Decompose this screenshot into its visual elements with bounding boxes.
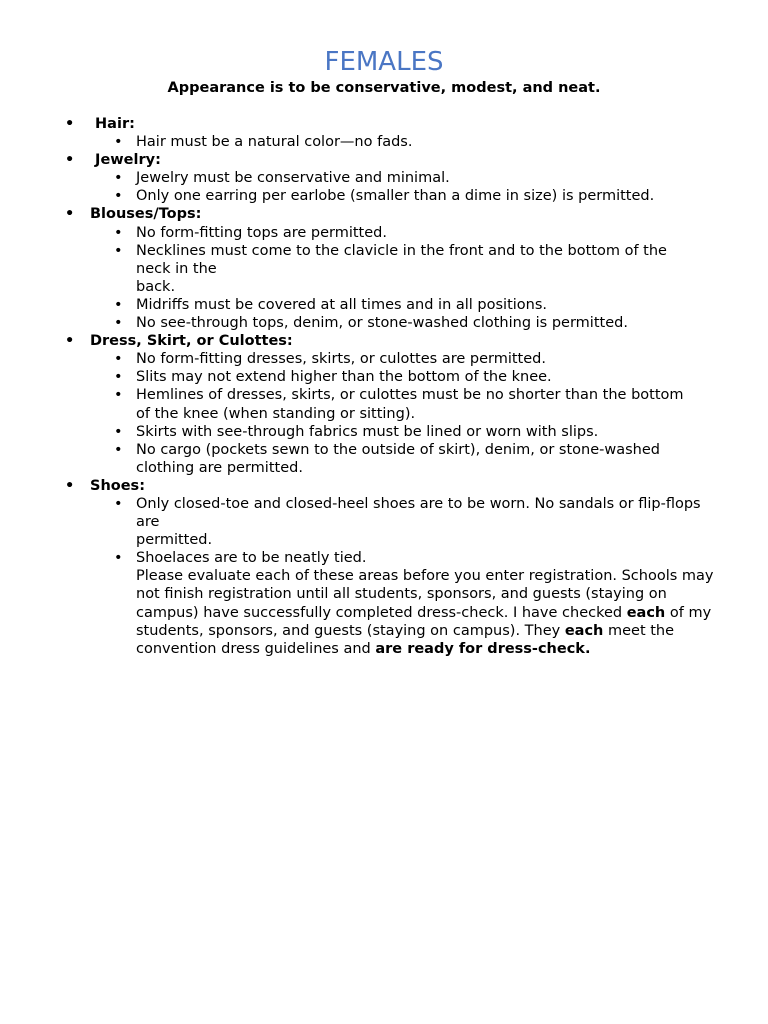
sub-bullet-icon: • [114, 351, 123, 368]
list-item [64, 350, 734, 368]
bullet-icon: • [65, 333, 75, 350]
list-item [64, 314, 734, 332]
closing-text: meet the convention dress guidelines and [136, 622, 675, 657]
list-item-text: No form-fitting dresses, skirts, or culottes are permitted. [136, 351, 546, 368]
section-items [64, 350, 734, 477]
sub-bullet-icon: • [114, 224, 123, 241]
section-heading-text: Hair: [90, 116, 135, 132]
list-item [64, 368, 734, 386]
section-items [64, 133, 734, 151]
list-item-text: Only closed-toe and closed-heel shoes are to be worn. No sandals or flip-flops [136, 495, 701, 512]
section-heading [64, 332, 734, 350]
list-item-text: are [136, 514, 160, 531]
sub-bullet-icon: • [114, 441, 123, 458]
list-item-text: permitted. [136, 532, 213, 549]
list-item [64, 242, 734, 296]
section-items [64, 169, 734, 205]
list-item [64, 495, 734, 549]
sub-bullet-icon: • [114, 550, 123, 567]
guideline-section [64, 477, 734, 567]
sub-bullet-icon: • [114, 315, 123, 332]
section-heading-text: Jewelry: [90, 152, 161, 169]
sub-bullet-icon: • [114, 495, 123, 512]
guideline-section [64, 205, 734, 332]
sub-bullet-icon: • [114, 242, 123, 259]
list-item [64, 224, 734, 242]
section-heading [64, 205, 734, 223]
list-item-text: clothing are permitted. [136, 459, 303, 476]
section-heading [64, 151, 734, 169]
guidelines-list [64, 115, 734, 658]
sub-bullet-icon: • [114, 296, 123, 313]
list-item-text: of the knee (when standing or sitting). [136, 405, 416, 422]
guideline-section [64, 151, 734, 205]
guideline-section [64, 332, 734, 477]
list-item-text: Skirts with see-through fabrics must be lined or worn with slips. [136, 423, 599, 440]
section-heading-text: Blouses/Tops: [90, 206, 202, 223]
list-item-text: Necklines must come to the clavicle in the front and to the bottom of the [136, 242, 667, 259]
list-item [64, 187, 734, 205]
closing-emphasis: each [626, 604, 666, 621]
bullet-icon: • [65, 477, 75, 494]
list-item-text: Only one earring per earlobe (smaller than a dime in size) is permitted. [136, 188, 655, 205]
document-title: FEMALES [324, 47, 444, 77]
sub-bullet-icon: • [114, 387, 123, 404]
list-item-text: Hemlines of dresses, skirts, or culottes must be no shorter than the bottom [136, 387, 684, 404]
sub-bullet-icon: • [114, 170, 123, 187]
list-item-text: neck in the [136, 260, 217, 277]
list-item-text: back. [136, 278, 176, 295]
sub-bullet-icon: • [114, 423, 123, 440]
list-item [64, 549, 734, 567]
list-item-text: Midriffs must be covered at all times and in all positions. [136, 296, 548, 313]
list-item-text: No see-through tops, denim, or stone-washed clothing is permitted. [136, 315, 628, 332]
list-item-text: Hair must be a natural color—no fads. [136, 134, 413, 151]
bullet-icon: • [65, 206, 75, 223]
guideline-section [64, 115, 734, 151]
list-item-text: Slits may not extend higher than the bottom of the knee. [136, 369, 552, 386]
list-item-text: Shoelaces are to be neatly tied. [136, 550, 367, 567]
sub-bullet-icon: • [114, 369, 123, 386]
section-items [64, 495, 734, 567]
closing-emphasis: each [564, 622, 604, 639]
section-heading [64, 115, 734, 133]
closing-text: Please evaluate each of these areas before you enter registration. Schools may not finish registration until all students, sponsors, and guests (staying on campus) have successfully completed dress-check. I have checked [136, 568, 714, 621]
document-subtitle: Appearance is to be conservative, modest, and neat. [167, 80, 601, 96]
sub-bullet-icon: • [114, 134, 123, 151]
list-item-text: No form-fitting tops are permitted. [136, 224, 387, 241]
closing-paragraph [64, 567, 734, 657]
list-item [64, 441, 734, 477]
sub-bullet-icon: • [114, 188, 123, 205]
closing-emphasis: are ready for dress-check. [375, 640, 591, 657]
list-item-text: No cargo (pockets sewn to the outside of skirt), denim, or stone-washed [136, 441, 660, 458]
list-item-text: Jewelry must be conservative and minimal. [136, 170, 450, 187]
closing-text: of my students, sponsors, and guests (staying on campus). They [136, 604, 712, 639]
section-heading [64, 477, 734, 495]
list-item [64, 386, 734, 422]
bullet-icon: • [65, 152, 75, 169]
section-items [64, 224, 734, 333]
section-heading-text: Shoes: [90, 477, 145, 494]
list-item [64, 423, 734, 441]
list-item [64, 133, 734, 151]
bullet-icon: • [65, 116, 75, 132]
list-item [64, 169, 734, 187]
list-item [64, 296, 734, 314]
section-heading-text: Dress, Skirt, or Culottes: [90, 333, 293, 350]
